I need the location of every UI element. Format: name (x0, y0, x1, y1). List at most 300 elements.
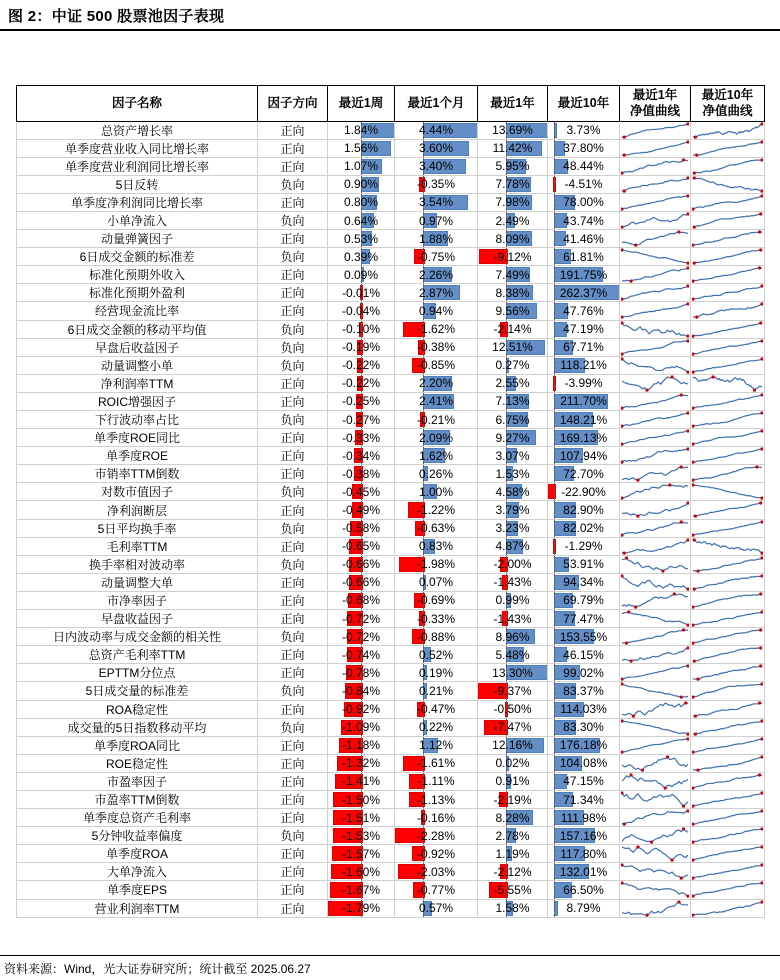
sparkline-chart (621, 773, 689, 790)
sparkline-10y-cell (691, 411, 765, 429)
value-cell-m1 (395, 429, 478, 447)
value-text: -0.66% (341, 575, 381, 590)
sparkline-chart (692, 122, 763, 139)
sparkline-10y-cell (691, 519, 765, 537)
sparkline-high-marker (758, 267, 761, 270)
sparkline-chart (692, 773, 763, 790)
sparkline-chart (621, 447, 689, 464)
value-cell-y1 (478, 248, 548, 266)
sparkline-1y-cell (620, 338, 691, 356)
value-text: -1.60% (341, 864, 381, 879)
value-text: 0.80% (343, 195, 379, 210)
value-cell-w1 (328, 537, 395, 555)
value-text: -0.33% (341, 430, 381, 445)
bar-axis-line (554, 719, 555, 736)
sparkline-chart (692, 357, 763, 374)
value-text: -0.77% (416, 882, 456, 897)
sparkline-low-marker (621, 678, 624, 681)
title-divider (0, 29, 780, 31)
bar-axis-line (554, 266, 555, 283)
sparkline-chart (692, 212, 763, 229)
value-cell-w1 (328, 284, 395, 302)
value-cell-y10 (548, 284, 620, 302)
sparkline-low-marker (695, 153, 698, 156)
factor-direction-cell: 负向 (258, 320, 328, 338)
sparkline-10y-cell (691, 591, 765, 609)
factor-name-cell: 经营现金流比率 (17, 302, 258, 320)
sparkline-10y-cell (691, 664, 765, 682)
value-cell-y1 (478, 302, 548, 320)
factor-name-cell: 单季度营业利润同比增长率 (17, 157, 258, 175)
sparkline-high-marker (686, 429, 689, 432)
value-text: 0.52% (418, 647, 454, 662)
sparkline-chart (692, 538, 763, 555)
sparkline-low-marker (692, 877, 695, 880)
value-text: -9.12% (493, 249, 532, 264)
sparkline-10y-cell (691, 157, 765, 175)
factor-direction-cell: 负向 (258, 211, 328, 229)
sparkline-high-marker (760, 755, 763, 758)
value-cell-y10 (548, 646, 620, 664)
sparkline-chart (692, 574, 763, 591)
sparkline-1y-cell (620, 411, 691, 429)
bar-axis-line (554, 556, 555, 573)
value-cell-y10 (548, 899, 620, 917)
table-row (17, 664, 765, 682)
bar-axis-line (554, 809, 555, 826)
value-cell-y10 (548, 338, 620, 356)
sparkline-low-marker (692, 841, 695, 844)
sparkline-high-marker (760, 339, 763, 342)
sparkline-chart (692, 429, 763, 446)
sparkline-high-marker (625, 556, 628, 559)
value-cell-w1 (328, 664, 395, 682)
sparkline-chart (621, 302, 689, 319)
factor-direction-cell: 正向 (258, 447, 328, 465)
sparkline-high-marker (627, 610, 630, 613)
value-text: 0.21% (418, 683, 454, 698)
sparkline-high-marker (686, 809, 689, 812)
factor-name-cell: 市净率因子 (17, 591, 258, 609)
value-text: 132.01% (559, 864, 608, 879)
value-text: -1.43% (493, 575, 532, 590)
sparkline-chart (692, 755, 763, 772)
value-cell-y1 (478, 338, 548, 356)
sparkline-1y-cell (620, 139, 691, 157)
bar-axis-line (554, 501, 555, 518)
sparkline-low-marker (623, 551, 626, 554)
sparkline-1y-cell (620, 863, 691, 881)
value-cell-w1 (328, 157, 395, 175)
factor-name-cell: 标准化预期外收入 (17, 266, 258, 284)
sparkline-chart (621, 556, 689, 573)
value-cell-y1 (478, 664, 548, 682)
factor-name-cell: 5分钟收益率偏度 (17, 827, 258, 845)
value-cell-m1 (395, 772, 478, 790)
sparkline-10y-cell (691, 682, 765, 700)
value-cell-y10 (548, 754, 620, 772)
value-cell-y1 (478, 483, 548, 501)
sparkline-chart (692, 520, 763, 537)
sparkline-low-marker (696, 678, 699, 681)
sparkline-high-marker (673, 592, 676, 595)
sparkline-chart (692, 900, 763, 917)
value-text: 2.87% (418, 285, 454, 300)
sparkline-high-marker (758, 230, 761, 233)
value-text: 1.84% (343, 123, 379, 138)
sparkline-chart (692, 737, 763, 754)
col-header-10year: 最近10年 (548, 86, 620, 122)
value-cell-m1 (395, 465, 478, 483)
value-text: -1.67% (341, 882, 381, 897)
sparkline-chart (621, 719, 689, 736)
factor-direction-cell: 负向 (258, 682, 328, 700)
sparkline-chart (692, 809, 763, 826)
value-cell-m1 (395, 266, 478, 284)
sparkline-chart (621, 212, 689, 229)
value-cell-m1 (395, 736, 478, 754)
value-cell-w1 (328, 610, 395, 628)
value-text: 1.19% (495, 846, 530, 861)
value-cell-y1 (478, 320, 548, 338)
value-cell-y10 (548, 790, 620, 808)
value-text: 1.00% (418, 484, 454, 499)
value-cell-m1 (395, 591, 478, 609)
value-cell-w1 (328, 573, 395, 591)
bar-axis-line (554, 357, 555, 374)
sparkline-low-marker (693, 587, 696, 590)
value-text: 12.16% (492, 738, 533, 753)
table-row (17, 320, 765, 338)
value-text: 9.56% (495, 303, 530, 318)
value-text: 66.50% (563, 882, 604, 897)
value-text: 1.62% (418, 448, 454, 463)
value-cell-m1 (395, 338, 478, 356)
bar-axis-line (554, 375, 555, 392)
table-row (17, 573, 765, 591)
sparkline-1y-cell (620, 175, 691, 193)
sparkline-1y-cell (620, 447, 691, 465)
table-row (17, 772, 765, 790)
col-header-1year-nav-curve: 最近1年 净值曲线 (620, 86, 691, 122)
sparkline-1y-cell (620, 772, 691, 790)
value-text: -7.47% (493, 720, 532, 735)
value-cell-y10 (548, 519, 620, 537)
value-text: 2.09% (418, 430, 454, 445)
value-text: 78.00% (563, 195, 604, 210)
bar-axis-line (554, 411, 555, 428)
sparkline-low-marker (621, 750, 624, 753)
factor-direction-cell: 负向 (258, 555, 328, 573)
sparkline-1y-cell (620, 682, 691, 700)
sparkline-1y-cell (620, 465, 691, 483)
value-text: -22.90% (561, 484, 606, 499)
value-text: 3.07% (495, 448, 530, 463)
sparkline-1y-cell (620, 664, 691, 682)
value-cell-y10 (548, 302, 620, 320)
sparkline-1y-cell (620, 790, 691, 808)
value-cell-m1 (395, 610, 478, 628)
sparkline-chart (621, 339, 689, 356)
sparkline-10y-cell (691, 610, 765, 628)
value-text: -2.00% (493, 557, 532, 572)
sparkline-10y-cell (691, 809, 765, 827)
sparkline-high-marker (677, 900, 680, 903)
value-cell-y1 (478, 718, 548, 736)
sparkline-chart (692, 628, 763, 645)
value-cell-y1 (478, 519, 548, 537)
value-text: 6.75% (495, 412, 530, 427)
sparkline-low-marker (694, 714, 697, 717)
value-cell-m1 (395, 356, 478, 374)
factor-direction-cell: 正向 (258, 121, 328, 139)
value-text: 37.80% (563, 141, 604, 156)
value-cell-y10 (548, 610, 620, 628)
sparkline-10y-cell (691, 465, 765, 483)
sparkline-10y-cell (691, 501, 765, 519)
sparkline-1y-cell (620, 266, 691, 284)
value-cell-y1 (478, 827, 548, 845)
sparkline-10y-cell (691, 392, 765, 410)
value-cell-m1 (395, 411, 478, 429)
bar-axis-line (554, 212, 555, 229)
sparkline-high-marker (621, 249, 624, 252)
value-text: 3.79% (495, 503, 530, 518)
table-row (17, 628, 765, 646)
sparkline-chart (621, 538, 689, 555)
sparkline-chart (621, 140, 689, 157)
factor-name-cell: 单季度净利润同比增长率 (17, 193, 258, 211)
value-cell-y1 (478, 139, 548, 157)
value-text: 12.51% (492, 340, 533, 355)
sparkline-high-marker (760, 303, 763, 306)
value-text: -1.18% (341, 738, 381, 753)
factor-name-cell: 单季度ROA同比 (17, 736, 258, 754)
value-text: 2.41% (418, 394, 454, 409)
value-text: 176.18% (559, 738, 608, 753)
sparkline-1y-cell (620, 374, 691, 392)
factor-name-cell: ROE稳定性 (17, 754, 258, 772)
value-cell-y1 (478, 211, 548, 229)
value-text: -0.74% (341, 647, 381, 662)
factor-direction-cell: 正向 (258, 302, 328, 320)
sparkline-high-marker (666, 755, 669, 758)
value-cell-m1 (395, 230, 478, 248)
bar-axis-line (554, 538, 555, 555)
value-text: 13.30% (492, 665, 533, 680)
sparkline-10y-cell (691, 772, 765, 790)
sparkline-high-marker (686, 267, 689, 270)
factor-direction-cell: 正向 (258, 284, 328, 302)
factor-name-cell: 早盘后收益因子 (17, 338, 258, 356)
value-text: -1.51% (341, 810, 381, 825)
table-row (17, 845, 765, 863)
value-cell-y1 (478, 501, 548, 519)
value-text: 82.02% (563, 521, 604, 536)
factor-name-cell: 毛利率TTM (17, 537, 258, 555)
factor-direction-cell: 正向 (258, 736, 328, 754)
value-cell-y10 (548, 392, 620, 410)
sparkline-high-marker (636, 846, 639, 849)
value-cell-y1 (478, 772, 548, 790)
value-cell-y10 (548, 700, 620, 718)
table-row (17, 157, 765, 175)
sparkline-low-marker (625, 642, 628, 645)
sparkline-chart (692, 393, 763, 410)
sparkline-low-marker (621, 298, 624, 301)
value-cell-w1 (328, 356, 395, 374)
table-row (17, 591, 765, 609)
sparkline-10y-cell (691, 139, 765, 157)
value-text: -0.68% (341, 593, 381, 608)
value-cell-w1 (328, 700, 395, 718)
sparkline-10y-cell (691, 230, 765, 248)
value-text: 114.03% (560, 702, 607, 717)
value-text: 7.98% (495, 195, 530, 210)
table-row (17, 646, 765, 664)
value-cell-w1 (328, 519, 395, 537)
value-cell-y10 (548, 809, 620, 827)
sparkline-1y-cell (620, 302, 691, 320)
value-cell-y10 (548, 230, 620, 248)
value-cell-y1 (478, 881, 548, 899)
bar-axis-line (554, 863, 555, 880)
sparkline-chart (621, 646, 689, 663)
value-cell-y1 (478, 429, 548, 447)
sparkline-high-marker (686, 140, 689, 143)
value-cell-y1 (478, 809, 548, 827)
sparkline-high-marker (621, 683, 624, 686)
table-row (17, 248, 765, 266)
value-cell-m1 (395, 320, 478, 338)
factor-name-cell: 总资产毛利率TTM (17, 646, 258, 664)
value-text: 8.28% (495, 810, 530, 825)
sparkline-high-marker (759, 647, 762, 650)
value-cell-y1 (478, 573, 548, 591)
sparkline-chart (621, 845, 689, 862)
sparkline-chart (692, 610, 763, 627)
col-header-1month: 最近1个月 (395, 86, 478, 122)
factor-name-cell: ROA稳定性 (17, 700, 258, 718)
factor-direction-cell: 正向 (258, 754, 328, 772)
value-cell-y10 (548, 736, 620, 754)
sparkline-1y-cell (620, 501, 691, 519)
value-cell-w1 (328, 230, 395, 248)
sparkline-low-marker (621, 443, 624, 446)
value-text: -0.75% (416, 249, 456, 264)
value-cell-w1 (328, 338, 395, 356)
value-cell-m1 (395, 284, 478, 302)
value-text: 94.34% (563, 575, 604, 590)
sparkline-low-marker (621, 497, 624, 500)
value-text: -0.22% (341, 358, 381, 373)
bar-axis-line (554, 610, 555, 627)
value-cell-y1 (478, 754, 548, 772)
sparkline-1y-cell (620, 555, 691, 573)
table-header (17, 86, 765, 122)
value-cell-y10 (548, 157, 620, 175)
value-text: -3.99% (564, 376, 603, 391)
bar-axis-line (554, 845, 555, 862)
value-cell-m1 (395, 664, 478, 682)
value-cell-m1 (395, 175, 478, 193)
value-text: 148.21% (559, 412, 608, 427)
value-text: -0.01% (341, 285, 381, 300)
sparkline-10y-cell (691, 881, 765, 899)
factor-name-cell: 市销率TTM倒数 (17, 465, 258, 483)
sparkline-1y-cell (620, 736, 691, 754)
value-text: 3.23% (495, 521, 530, 536)
factor-name-cell: 5日反转 (17, 175, 258, 193)
bar-axis-line (554, 194, 555, 211)
table-row (17, 211, 765, 229)
value-cell-w1 (328, 790, 395, 808)
factor-name-cell: 成交量的5日指数移动平均 (17, 718, 258, 736)
sparkline-10y-cell (691, 266, 765, 284)
value-cell-w1 (328, 754, 395, 772)
sparkline-10y-cell (691, 790, 765, 808)
factor-direction-cell: 正向 (258, 664, 328, 682)
value-text: 4.87% (495, 539, 530, 554)
factor-name-cell: 标准化预期外盈利 (17, 284, 258, 302)
value-cell-y1 (478, 284, 548, 302)
factor-name-cell: 单季度ROE同比 (17, 429, 258, 447)
value-text: 8.96% (495, 629, 530, 644)
sparkline-10y-cell (691, 175, 765, 193)
value-text: -0.49% (341, 503, 381, 518)
value-text: 0.39% (343, 249, 379, 264)
sparkline-high-marker (759, 665, 762, 668)
value-text: 99.02% (563, 665, 604, 680)
value-cell-m1 (395, 519, 478, 537)
sparkline-high-marker (686, 665, 689, 668)
sparkline-high-marker (686, 737, 689, 740)
sparkline-low-marker (621, 424, 624, 427)
value-text: 72.70% (563, 466, 604, 481)
value-text: 0.99% (495, 593, 530, 608)
sparkline-10y-cell (691, 302, 765, 320)
sparkline-high-marker (682, 158, 685, 161)
value-cell-y1 (478, 591, 548, 609)
sparkline-low-marker (693, 660, 696, 663)
value-text: -0.72% (341, 629, 381, 644)
value-text: -1.11% (417, 774, 455, 789)
value-cell-w1 (328, 555, 395, 573)
value-cell-y10 (548, 320, 620, 338)
sparkline-chart (692, 411, 763, 428)
value-text: -0.65% (341, 539, 381, 554)
factor-direction-cell: 正向 (258, 230, 328, 248)
value-cell-y10 (548, 411, 620, 429)
bar-axis-line (554, 321, 555, 338)
sparkline-1y-cell (620, 248, 691, 266)
factor-direction-cell: 负向 (258, 519, 328, 537)
sparkline-10y-cell (691, 845, 765, 863)
value-cell-w1 (328, 881, 395, 899)
value-text: 83.30% (563, 720, 604, 735)
sparkline-10y-cell (691, 121, 765, 139)
sparkline-high-marker (759, 212, 762, 215)
sparkline-chart (621, 266, 689, 283)
table-row (17, 790, 765, 808)
value-text: -0.66% (341, 557, 381, 572)
value-cell-m1 (395, 157, 478, 175)
value-text: 13.69% (492, 123, 533, 138)
bar-axis-line (554, 158, 555, 175)
sparkline-high-marker (680, 393, 683, 396)
sparkline-chart (621, 393, 689, 410)
value-text: 111.98% (560, 810, 607, 825)
